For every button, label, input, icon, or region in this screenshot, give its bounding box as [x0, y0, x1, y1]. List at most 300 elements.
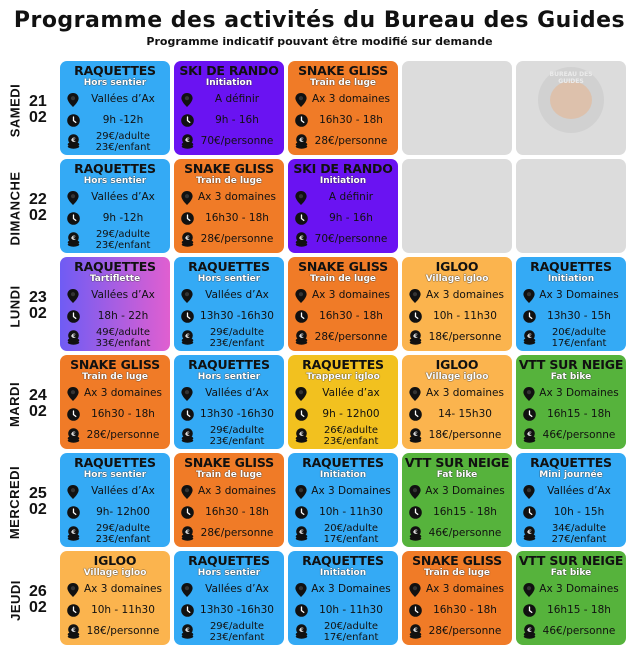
day-name: MERCREDI: [7, 465, 23, 539]
activity-price: [80, 327, 170, 349]
day-row-samedi: [0, 61, 639, 159]
activity-location: Vallée d’ax: [322, 387, 380, 399]
time-line: [288, 306, 398, 327]
euro-coins-icon: [294, 625, 308, 639]
activity-location: Ax 3 Domaines: [539, 387, 619, 399]
activity-card[interactable]: [402, 551, 512, 645]
clock-icon: [66, 506, 80, 520]
activity-card[interactable]: [60, 453, 170, 547]
activity-price: 28€/personne: [314, 135, 388, 147]
time-line: [516, 600, 626, 621]
location-line: [516, 285, 626, 306]
map-pin-icon: [408, 289, 422, 303]
map-pin-icon: [408, 583, 422, 597]
time-line: [288, 404, 398, 425]
price-line: [402, 621, 512, 642]
logo-text: BUREAU DES GUIDES: [549, 71, 593, 85]
activity-title: VTT SUR NEIGE: [518, 553, 624, 568]
svg-text:€: €: [184, 136, 190, 144]
time-line: [174, 502, 284, 523]
time-line: [60, 502, 170, 523]
page-subtitle: Programme indicatif pouvant être modifié sur demande: [146, 35, 493, 48]
activity-location: Ax 3 domaines: [425, 583, 504, 595]
time-line: [402, 404, 512, 425]
activity-subtitle: Initiation: [319, 470, 367, 480]
price-child: 33€/enfant: [95, 337, 151, 349]
clock-icon: [180, 212, 194, 226]
location-line: [174, 481, 284, 502]
price-line: [516, 523, 626, 544]
day-name: SAMEDI: [7, 83, 23, 137]
activity-time: 10h - 15h: [553, 506, 605, 518]
location-line: [60, 383, 170, 404]
time-line: [60, 208, 170, 229]
activity-time: 10h - 11h30: [319, 604, 383, 616]
price-adult: 29€/adulte: [95, 522, 151, 534]
month-number: 02: [29, 403, 47, 420]
activity-subtitle: Train de luge: [81, 372, 148, 382]
time-line: [288, 600, 398, 621]
clock-icon: [294, 506, 308, 520]
svg-text:€: €: [70, 136, 76, 144]
schedule-grid: [0, 61, 639, 649]
activity-location: Ax 3 domaines: [83, 583, 162, 595]
activity-card[interactable]: [516, 453, 626, 547]
svg-text:€: €: [298, 430, 304, 438]
price-line: [402, 425, 512, 446]
euro-coins-icon: [294, 429, 308, 443]
map-pin-icon: [180, 485, 194, 499]
activity-location: Ax 3 Domaines: [311, 485, 391, 497]
activity-subtitle: Hors sentier: [197, 568, 261, 578]
activity-price: 46€/personne: [542, 625, 616, 637]
day-date: [29, 159, 55, 257]
activity-card[interactable]: [516, 355, 626, 449]
time-line: [174, 600, 284, 621]
activity-subtitle: Village igloo: [83, 568, 147, 578]
activity-card[interactable]: [516, 551, 626, 645]
euro-coins-icon: [66, 135, 80, 149]
day-name: MARDI: [7, 381, 23, 427]
price-line: [402, 523, 512, 544]
activity-location: Ax 3 domaines: [425, 289, 504, 301]
day-label: [0, 551, 58, 649]
map-pin-icon: [66, 485, 80, 499]
euro-coins-icon: [522, 429, 536, 443]
price-line: [402, 327, 512, 348]
euro-coins-icon: [66, 625, 80, 639]
day-date: [29, 355, 55, 453]
activity-time: 10h - 11h30: [91, 604, 155, 616]
activity-location: Ax 3 Domaines: [425, 485, 505, 497]
map-pin-icon: [180, 93, 194, 107]
price-line: [174, 327, 284, 348]
clock-icon: [408, 506, 422, 520]
activity-card[interactable]: [174, 355, 284, 449]
activity-time: 16h15 - 18h: [433, 506, 497, 518]
map-pin-icon: [66, 191, 80, 205]
price-child: 23€/enfant: [95, 141, 151, 153]
activity-title: SNAKE GLISS: [412, 553, 502, 568]
day-name: DIMANCHE: [7, 170, 23, 246]
price-child: 27€/enfant: [551, 533, 607, 545]
location-line: [402, 579, 512, 600]
svg-text:€: €: [70, 528, 76, 536]
time-line: [174, 110, 284, 131]
empty-slot: [402, 61, 512, 155]
clock-icon: [180, 604, 194, 618]
activity-time: 16h30 - 18h: [319, 310, 383, 322]
activity-price: [194, 621, 284, 643]
activity-subtitle: Fat bike: [436, 470, 478, 480]
activity-time: 9h -12h: [102, 114, 144, 126]
activity-card[interactable]: [60, 355, 170, 449]
activity-card[interactable]: [174, 453, 284, 547]
price-line: [288, 523, 398, 544]
activity-subtitle: Train de luge: [195, 470, 262, 480]
euro-coins-icon: [408, 429, 422, 443]
activity-subtitle: Village igloo: [425, 372, 489, 382]
activity-location: Vallées d’Ax: [547, 485, 611, 497]
map-pin-icon: [522, 387, 536, 401]
month-number: 02: [29, 109, 47, 126]
activity-title: RAQUETTES: [74, 161, 156, 176]
activity-price: 18€/personne: [86, 625, 160, 637]
activity-subtitle: Trappeur igloo: [306, 372, 380, 382]
activity-location: Vallées d’Ax: [91, 289, 155, 301]
location-line: [174, 89, 284, 110]
map-pin-icon: [522, 289, 536, 303]
price-child: 23€/enfant: [95, 239, 151, 251]
activity-subtitle: Hors sentier: [83, 78, 147, 88]
price-line: [516, 327, 626, 348]
activity-card[interactable]: [288, 453, 398, 547]
price-adult: 29€/adulte: [209, 620, 265, 632]
activity-title: SNAKE GLISS: [298, 63, 388, 78]
activity-location: Ax 3 Domaines: [539, 289, 619, 301]
day-date: [29, 551, 55, 649]
clock-icon: [408, 310, 422, 324]
activity-card[interactable]: [174, 61, 284, 155]
price-line: [174, 229, 284, 250]
activity-title: VTT SUR NEIGE: [518, 357, 624, 372]
activity-card[interactable]: [288, 61, 398, 155]
svg-text:€: €: [184, 626, 190, 634]
activity-card[interactable]: [288, 257, 398, 351]
price-line: [60, 621, 170, 642]
svg-text:€: €: [412, 626, 418, 634]
month-number: 02: [29, 305, 47, 322]
activity-location: Ax 3 domaines: [197, 191, 276, 203]
clock-icon: [294, 114, 308, 128]
clock-icon: [66, 212, 80, 226]
time-line: [60, 404, 170, 425]
map-pin-icon: [66, 583, 80, 597]
time-line: [288, 208, 398, 229]
map-pin-icon: [522, 583, 536, 597]
euro-coins-icon: [294, 135, 308, 149]
price-adult: 34€/adulte: [551, 522, 607, 534]
day-number: 26: [29, 583, 47, 600]
price-adult: 20€/adulte: [323, 620, 379, 632]
location-line: [288, 383, 398, 404]
activity-price: 28€/personne: [428, 625, 502, 637]
activity-card[interactable]: [288, 355, 398, 449]
clock-icon: [180, 408, 194, 422]
activity-price: [308, 621, 398, 643]
price-line: [288, 425, 398, 446]
activity-card[interactable]: [174, 551, 284, 645]
day-name-wrap: [4, 453, 26, 551]
svg-text:€: €: [70, 430, 76, 438]
location-line: [288, 579, 398, 600]
day-number: 25: [29, 485, 47, 502]
activity-card[interactable]: [402, 355, 512, 449]
activity-location: Ax 3 Domaines: [539, 583, 619, 595]
activity-time: 16h30 - 18h: [433, 604, 497, 616]
price-child: 23€/enfant: [95, 533, 151, 545]
activity-location: Vallées d’Ax: [205, 387, 269, 399]
euro-coins-icon: [66, 331, 80, 345]
location-line: [288, 89, 398, 110]
map-pin-icon: [66, 289, 80, 303]
activity-time: 16h30 - 18h: [319, 114, 383, 126]
activity-subtitle: Train de luge: [195, 176, 262, 186]
activity-price: 70€/personne: [314, 233, 388, 245]
svg-text:€: €: [526, 528, 532, 536]
activity-card[interactable]: [174, 159, 284, 253]
activity-subtitle: Fat bike: [550, 568, 592, 578]
activity-subtitle: Tartiflette: [89, 274, 141, 284]
price-line: [288, 131, 398, 152]
day-row-mardi: [0, 355, 639, 453]
price-child: 23€/enfant: [209, 337, 265, 349]
day-name-wrap: [4, 159, 26, 257]
location-line: [174, 285, 284, 306]
page-title: Programme des activités du Bureau des Guides: [13, 8, 626, 33]
activity-price: 28€/personne: [200, 233, 274, 245]
activity-subtitle: Initiation: [205, 78, 253, 88]
activity-location: A définir: [214, 93, 260, 105]
logo-emblem: [550, 81, 592, 119]
price-child: 17€/enfant: [551, 337, 607, 349]
map-pin-icon: [294, 93, 308, 107]
euro-coins-icon: [180, 625, 194, 639]
day-date: [29, 257, 55, 355]
time-line: [60, 306, 170, 327]
activity-title: RAQUETTES: [302, 357, 384, 372]
activity-card[interactable]: [288, 551, 398, 645]
clock-icon: [294, 604, 308, 618]
euro-coins-icon: [180, 233, 194, 247]
euro-coins-icon: [66, 429, 80, 443]
day-date: [29, 453, 55, 551]
activity-subtitle: Village igloo: [425, 274, 489, 284]
time-line: [60, 600, 170, 621]
price-child: 23€/enfant: [209, 435, 265, 447]
day-name: JEUDI: [7, 579, 23, 621]
activity-title: SNAKE GLISS: [70, 357, 160, 372]
location-line: [60, 481, 170, 502]
location-line: [174, 187, 284, 208]
price-adult: 20€/adulte: [551, 326, 607, 338]
day-label: [0, 159, 58, 257]
location-line: [516, 481, 626, 502]
price-line: [288, 229, 398, 250]
activity-location: Ax 3 domaines: [311, 93, 390, 105]
activity-price: 46€/personne: [542, 429, 616, 441]
map-pin-icon: [180, 387, 194, 401]
activity-time: 16h30 - 18h: [205, 506, 269, 518]
activity-time: 9h -12h: [102, 212, 144, 224]
euro-coins-icon: [180, 527, 194, 541]
activity-title: VTT SUR NEIGE: [404, 455, 510, 470]
activity-subtitle: Hors sentier: [197, 372, 261, 382]
activity-price: [194, 327, 284, 349]
time-line: [402, 600, 512, 621]
map-pin-icon: [408, 387, 422, 401]
activity-title: RAQUETTES: [302, 553, 384, 568]
activity-location: Ax 3 domaines: [83, 387, 162, 399]
location-line: [60, 579, 170, 600]
activity-card[interactable]: [402, 257, 512, 351]
activity-location: Vallées d’Ax: [91, 93, 155, 105]
page-header: [0, 0, 639, 49]
activity-title: SKI DE RANDO: [179, 63, 279, 78]
activity-subtitle: Mini journée: [539, 470, 603, 480]
activity-price: [536, 327, 626, 349]
clock-icon: [522, 408, 536, 422]
location-line: [174, 383, 284, 404]
svg-text:€: €: [526, 626, 532, 634]
activity-title: RAQUETTES: [74, 259, 156, 274]
activity-time: 9h - 12h00: [322, 408, 380, 420]
day-label: [0, 257, 58, 355]
activity-title: RAQUETTES: [188, 553, 270, 568]
clock-icon: [180, 506, 194, 520]
activity-price: 18€/personne: [428, 429, 502, 441]
euro-coins-icon: [408, 331, 422, 345]
time-line: [288, 110, 398, 131]
svg-text:€: €: [298, 332, 304, 340]
svg-text:€: €: [298, 136, 304, 144]
price-adult: 49€/adulte: [95, 326, 151, 338]
activity-price: [308, 425, 398, 447]
euro-coins-icon: [408, 625, 422, 639]
day-number: 21: [29, 93, 47, 110]
price-child: 23€/enfant: [209, 631, 265, 643]
time-line: [174, 306, 284, 327]
price-line: [174, 621, 284, 642]
map-pin-icon: [180, 583, 194, 597]
location-line: [288, 187, 398, 208]
activity-time: 13h30 -16h30: [200, 408, 274, 420]
activity-price: 28€/personne: [314, 331, 388, 343]
day-row-mercredi: [0, 453, 639, 551]
price-child: 17€/enfant: [323, 533, 379, 545]
clock-icon: [522, 506, 536, 520]
svg-text:€: €: [70, 234, 76, 242]
price-child: 23€/enfant: [323, 435, 379, 447]
activity-time: 13h30 - 15h: [547, 310, 611, 322]
clock-icon: [294, 310, 308, 324]
activity-time: 10h - 11h30: [319, 506, 383, 518]
activity-time: 16h15 - 18h: [547, 604, 611, 616]
activity-title: RAQUETTES: [74, 63, 156, 78]
activity-card[interactable]: [60, 551, 170, 645]
day-number: 22: [29, 191, 47, 208]
activity-card[interactable]: [60, 159, 170, 253]
activity-title: SNAKE GLISS: [298, 259, 388, 274]
price-child: 17€/enfant: [323, 631, 379, 643]
month-number: 02: [29, 599, 47, 616]
day-name-wrap: [4, 257, 26, 355]
map-pin-icon: [66, 93, 80, 107]
activity-card[interactable]: [516, 257, 626, 351]
time-line: [288, 502, 398, 523]
location-line: [288, 481, 398, 502]
clock-icon: [180, 114, 194, 128]
activity-card[interactable]: [174, 257, 284, 351]
activity-location: Vallées d’Ax: [91, 485, 155, 497]
location-line: [60, 285, 170, 306]
euro-coins-icon: [522, 527, 536, 541]
location-line: [402, 285, 512, 306]
activity-card[interactable]: [60, 61, 170, 155]
activity-price: 70€/personne: [200, 135, 274, 147]
time-line: [516, 404, 626, 425]
euro-coins-icon: [294, 527, 308, 541]
activity-card[interactable]: [402, 453, 512, 547]
location-line: [174, 579, 284, 600]
activity-subtitle: Initiation: [547, 274, 595, 284]
map-pin-icon: [294, 289, 308, 303]
month-number: 02: [29, 501, 47, 518]
euro-coins-icon: [522, 625, 536, 639]
empty-slot: [516, 61, 626, 155]
activity-card[interactable]: [60, 257, 170, 351]
clock-icon: [180, 310, 194, 324]
svg-text:€: €: [412, 528, 418, 536]
day-row-dimanche: [0, 159, 639, 257]
price-line: [516, 621, 626, 642]
svg-text:€: €: [298, 234, 304, 242]
activity-title: SKI DE RANDO: [293, 161, 393, 176]
euro-coins-icon: [180, 429, 194, 443]
day-label: [0, 355, 58, 453]
svg-text:€: €: [70, 626, 76, 634]
activity-location: A définir: [328, 191, 374, 203]
activity-card[interactable]: [288, 159, 398, 253]
activity-price: [308, 523, 398, 545]
activity-time: 13h30 -16h30: [200, 604, 274, 616]
location-line: [516, 383, 626, 404]
day-row-lundi: [0, 257, 639, 355]
time-line: [516, 502, 626, 523]
activity-location: Vallées d’Ax: [205, 583, 269, 595]
activity-price: 28€/personne: [200, 527, 274, 539]
day-name-wrap: [4, 355, 26, 453]
svg-text:€: €: [184, 234, 190, 242]
day-date: [29, 61, 55, 159]
price-line: [60, 425, 170, 446]
activity-title: RAQUETTES: [302, 455, 384, 470]
price-adult: 26€/adulte: [323, 424, 379, 436]
map-pin-icon: [294, 191, 308, 205]
map-pin-icon: [180, 191, 194, 205]
day-name-wrap: [4, 61, 26, 159]
month-number: 02: [29, 207, 47, 224]
